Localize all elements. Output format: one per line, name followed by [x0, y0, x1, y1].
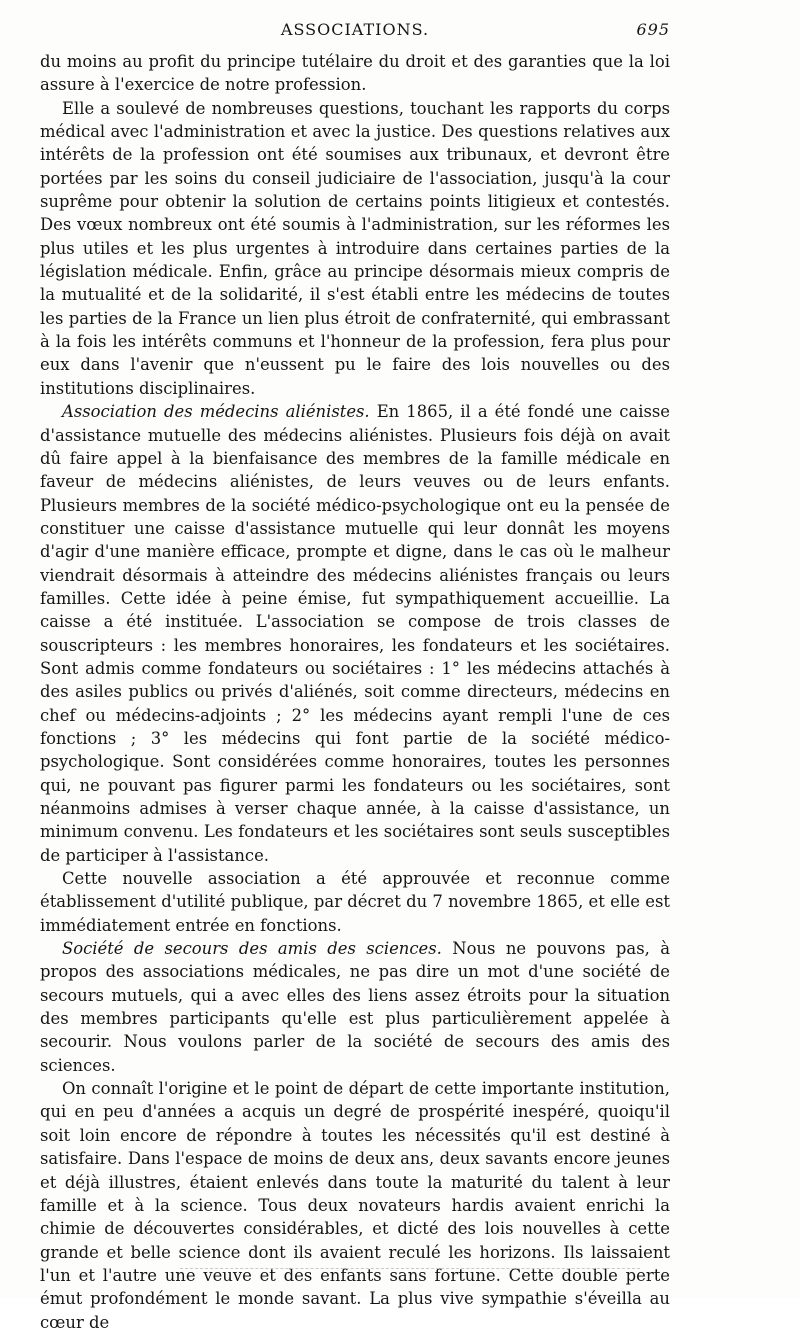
running-header [40, 20, 670, 44]
paragraph [40, 97, 670, 400]
paragraph-text: Nous ne pouvons pas, à propos des associations médicales, ne pas dire un mot d'une société de secours mutuels, qui a avec elles des liens assez étroits pour la situation des membres participants qu'elle est plus particulièrement appelée à secourir. Nous voulons parler de la société de secours des amis des sciences. [40, 939, 670, 1075]
paragraph [40, 1077, 670, 1334]
paragraph [40, 50, 670, 97]
paragraph [40, 400, 670, 867]
paragraph-text: En 1865, il a été fondé une caisse d'assistance mutuelle des médecins aliénistes. Plusieurs fois déjà on avait dû faire appel à la bienfaisance des membres de la famille médicale en faveur de médecins aliénistes, de leurs veuves ou de leurs enfants. Plusieurs membres de la société médico-psychologique ont eu la pensée de constituer une caisse d'assistance mutuelle qui leur donnât les moyens d'agir d'une manière efficace, prompte et digne, dans le cas où le malheur viendrait désormais à atteindre des médecins aliénistes français ou leurs familles. Cette idée à peine émise, fut sympathiquement accueillie. La caisse a été instituée. L'association se compose de trois classes de souscripteurs : les membres honoraires, les fondateurs et les sociétaires. Sont admis comme fondateurs ou sociétaires : 1° les médecins attachés à des asiles publics ou privés d'aliénés, soit comme directeurs, médecins en chef ou médecins-adjoints ; 2° les médecins ayant rempli l'une de ces fonctions ; 3° les médecins qui font partie de la société médico-psychologique. Sont considérées comme honoraires, toutes les personnes qui, ne pouvant pas figurer parmi les fondateurs ou les sociétaires, sont néanmoins admises à verser chaque année, à la caisse d'assistance, un minimum convenu. Les fondateurs et les sociétaires sont seuls susceptibles de participer à l'assistance. [40, 402, 671, 865]
section-heading: Association des médecins aliénistes. [62, 402, 370, 422]
page-number: 695 [636, 20, 670, 39]
body-text [40, 50, 670, 1334]
running-title: ASSOCIATIONS. [280, 20, 430, 39]
page-bottom-rule [180, 1268, 640, 1270]
paragraph-text: Elle a soulevé de nombreuses questions, touchant les rapports du corps médical avec l'administration et avec la justice. Des questions relatives aux intérêts de la profession ont été soumises aux tribunaux, et devront être portées par les soins du conseil judiciaire de l'association, jusqu'à la cour suprême pour obtenir la solution de certains points litigieux et contestés. Des vœux nombreux ont été soumis à l'administration, sur les réformes les plus utiles et les plus urgentes à introduire dans certaines parties de la législation médicale. Enfin, grâce au principe désormais mieux compris de la mutualité et de la solidarité, il s'est établi entre les médecins de toutes les parties de la France un lien plus étroit de confraternité, qui embrassant à la fois les intérêts communs et l'honneur de la profession, fera plus pour eux dans l'avenir que n'eussent pu le faire des lois nouvelles ou des institutions disciplinaires. [40, 98, 670, 398]
paragraph [40, 937, 670, 1077]
paragraph [40, 867, 670, 937]
paragraph-text: Cette nouvelle association a été approuvée et reconnue comme établissement d'utilité publique, par décret du 7 novembre 1865, et elle est immédiatement entrée en fonctions. [40, 869, 670, 935]
section-heading: Société de secours des amis des sciences. [62, 939, 442, 959]
paragraph-text: du moins au profit du principe tutélaire du droit et des garanties que la loi assure à l'exercice de notre profession. [40, 52, 670, 95]
paragraph-text: On connaît l'origine et le point de départ de cette importante institution, qui en peu d'années a acquis un degré de prospérité inespéré, quoiqu'il soit loin encore de répondre à toutes les nécessités qu'il est destiné à satisfaire. Dans l'espace de moins de deux ans, deux savants encore jeunes et déjà illustres, étaient enlevés dans toute la maturité du talent à leur famille et à la science. Tous deux novateurs hardis avaient enrichi la chimie de découvertes considérables, et dicté des lois nouvelles à cette grande et belle science dont ils avaient reculé les horizons. Ils laissaient l'un et l'autre une veuve et des enfants sans fortune. Cette double perte émut profondément le monde savant. La plus vive sympathie s'éveilla au cœur de [40, 1079, 670, 1332]
